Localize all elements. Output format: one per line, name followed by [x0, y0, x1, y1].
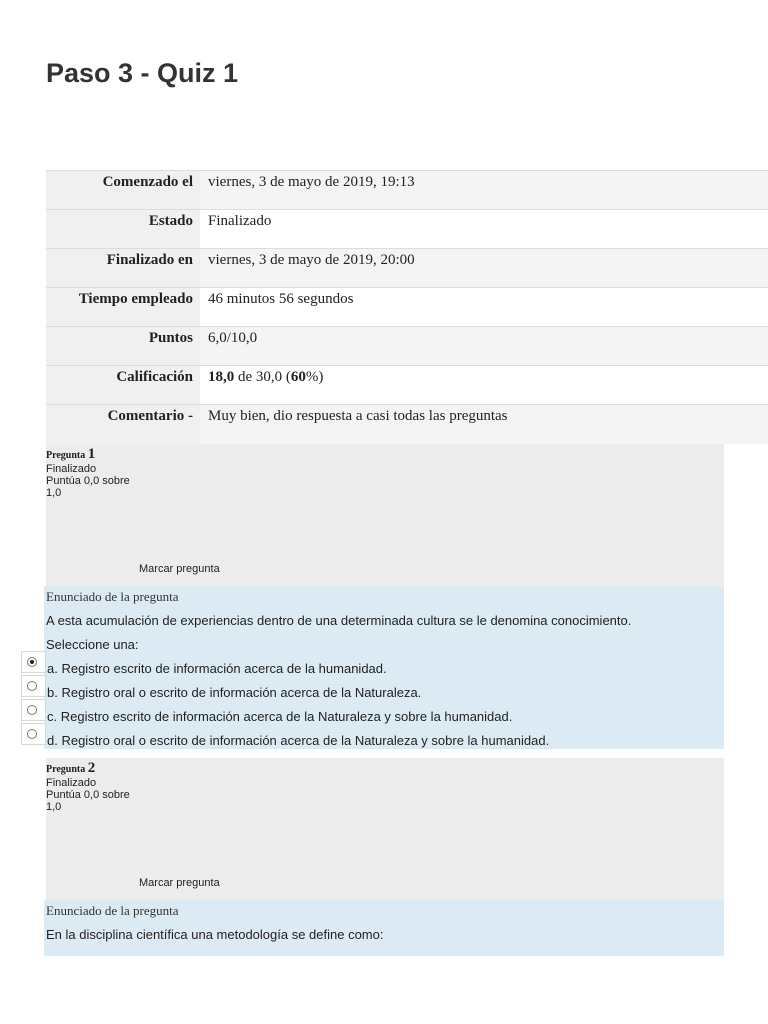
summary-value: Muy bien, dio respuesta a casi todas las preguntas: [200, 405, 768, 444]
flag-question-link[interactable]: Marcar pregunta: [139, 877, 220, 889]
grade-percent: 60: [290, 369, 306, 385]
radio-unchecked-icon: [27, 681, 37, 691]
question-score: Puntúa 0,0 sobre 1,0: [46, 475, 130, 499]
summary-value: 46 minutos 56 segundos: [200, 288, 768, 327]
summary-value: viernes, 3 de mayo de 2019, 20:00: [200, 249, 768, 288]
question-2-info: [46, 758, 140, 900]
question-label: Pregunta: [46, 450, 86, 461]
question-1-info-area: [140, 444, 724, 586]
summary-value: viernes, 3 de mayo de 2019, 19:13: [200, 171, 768, 210]
question-number: 1: [87, 446, 96, 462]
summary-label: Finalizado en: [46, 249, 200, 288]
summary-label: Comentario -: [46, 405, 200, 444]
statement-heading: Enunciado de la pregunta: [46, 903, 179, 918]
summary-label: Puntos: [46, 327, 200, 366]
grade-percent-suffix: %): [305, 369, 324, 385]
radio-option-a[interactable]: [21, 651, 46, 673]
summary-value: Finalizado: [200, 210, 768, 249]
question-2-content: [44, 900, 724, 956]
summary-label: Comenzado el: [46, 171, 200, 210]
summary-row-grade: [46, 366, 768, 405]
summary-label: Estado: [46, 210, 200, 249]
radio-unchecked-icon: [27, 729, 37, 739]
answer-option-b[interactable]: b. Registro oral o escrito de información acerca de la Naturaleza.: [47, 685, 422, 700]
answer-option-d[interactable]: d. Registro oral o escrito de información acerca de la Naturaleza y sobre la humanidad.: [47, 733, 550, 748]
summary-row-started: [46, 171, 768, 210]
grade-total: de 30,0 (: [234, 369, 291, 385]
question-text: En la disciplina científica una metodología se define como:: [46, 927, 384, 942]
summary-row-points: [46, 327, 768, 366]
question-number: 2: [87, 760, 96, 776]
question-label: Pregunta: [46, 764, 86, 775]
attempt-summary-table: [46, 170, 768, 444]
question-score: Puntúa 0,0 sobre 1,0: [46, 789, 130, 813]
answer-option-c[interactable]: c. Registro escrito de información acerca de la Naturaleza y sobre la humanidad.: [47, 709, 513, 724]
page-title: Paso 3 - Quiz 1: [46, 58, 239, 88]
answer-option-a[interactable]: a. Registro escrito de información acerca de la humanidad.: [47, 661, 387, 676]
summary-label: Calificación: [46, 366, 200, 405]
radio-option-d[interactable]: [21, 723, 46, 745]
question-state: Finalizado: [46, 463, 97, 475]
summary-value: 6,0/10,0: [200, 327, 768, 366]
statement-heading: Enunciado de la pregunta: [46, 589, 179, 604]
radio-option-c[interactable]: [21, 699, 46, 721]
question-1-info: [46, 444, 140, 586]
question-1-content: [44, 586, 724, 749]
radio-unchecked-icon: [27, 705, 37, 715]
summary-value: [200, 366, 768, 405]
summary-label: Tiempo empleado: [46, 288, 200, 327]
question-state: Finalizado: [46, 777, 97, 789]
radio-checked-icon: [27, 657, 37, 667]
select-one-prompt: Seleccione una:: [46, 637, 139, 652]
question-2-info-area: [140, 758, 724, 900]
summary-row-state: [46, 210, 768, 249]
summary-row-time-taken: [46, 288, 768, 327]
summary-row-comment: [46, 405, 768, 444]
grade-value: 18,0: [208, 369, 235, 385]
flag-question-link[interactable]: Marcar pregunta: [139, 563, 220, 575]
radio-option-b[interactable]: [21, 675, 46, 697]
question-text: A esta acumulación de experiencias dentro de una determinada cultura se le denomina conocimiento.: [46, 613, 632, 628]
summary-row-finished: [46, 249, 768, 288]
